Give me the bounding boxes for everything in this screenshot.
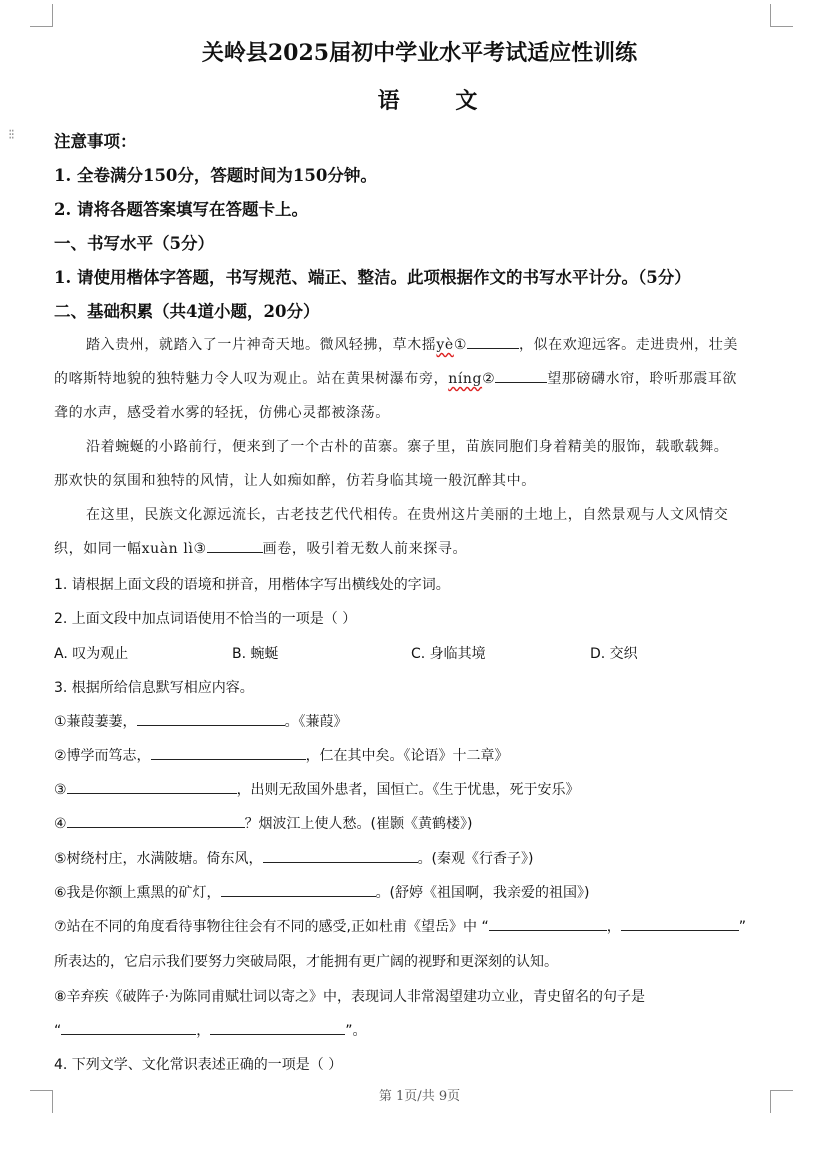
notice-item-2: 2. 请将各题答案填写在答题卡上。 [54,200,308,219]
recite-item-7-cont: 所表达的，它启示我们要努力突破局限，才能拥有更广阔的视野和更深刻的认知。 [54,954,558,970]
question-3: 3. 根据所给信息默写相应内容。 [54,680,254,696]
answer-blank[interactable] [67,813,245,828]
section1-heading: 一、书写水平（5分） [54,234,214,253]
answer-blank[interactable] [221,882,376,897]
notice-heading: 注意事项： [54,132,137,151]
exam-subject: 语 文 [377,88,502,114]
passage-line: 踏入贵州，就踏入了一片神奇天地。微风轻拂，草木摇yè① ，似在欢迎远客。走进贵州，壮美 [86,334,738,354]
answer-blank[interactable] [61,1020,196,1035]
crop-mark-top-left [30,4,53,27]
option-d[interactable]: D. 交织 [590,646,638,662]
section1-item: 1. 请使用楷体字答题，书写规范、端正、整洁。此项根据作文的书写水平计分。（5分） [54,268,691,287]
passage-line: 在这里，民族文化源远流长，古老技艺代代相传。在贵州这片美丽的土地上，自然景观与人文风情交 [86,507,729,523]
question-1: 1. 请根据上面文段的语境和拼音，用楷体字写出横线处的字词。 [54,577,450,593]
drag-handle-icon[interactable]: ⁝⁝ [8,127,13,143]
passage-line: 那欢快的氛围和独特的风情，让人如痴如醉，仿若身临其境一般沉醉其中。 [54,473,536,489]
section2-heading: 二、基础积累（共4道小题，20分） [54,302,320,321]
recite-item-6: ⑥我是你额上熏黑的矿灯， 。(舒婷《祖国啊，我亲爱的祖国》) [54,882,590,902]
passage-line: 聋的水声，感受着水雾的轻抚，仿佛心灵都被涤荡。 [54,405,390,421]
passage-line: 的喀斯特地貌的独特魅力令人叹为观止。站在黄果树瀑布旁，níng② 望那磅礴水帘，聆听那震耳欲 [54,368,737,388]
answer-blank[interactable] [489,916,607,931]
answer-blank[interactable] [263,848,418,863]
question-4: 4. 下列文学、文化常识表述正确的一项是（ ） [54,1057,343,1073]
recite-item-5: ⑤树绕村庄，水满陂塘。倚东风， 。(秦观《行香子》) [54,848,534,868]
question-2: 2. 上面文段中加点词语使用不恰当的一项是（ ） [54,611,357,627]
recite-item-8: ⑧辛弃疾《破阵子·为陈同甫赋壮词以寄之》中，表现词人非常渴望建功立业，青史留名的句子是 [54,989,645,1005]
passage-line: 沿着蜿蜒的小路前行，便来到了一个古朴的苗寨。寨子里，苗族同胞们身着精美的服饰，载歌载舞。 [86,439,729,455]
answer-blank[interactable] [621,916,739,931]
exam-title: 关岭县2025届初中学业水平考试适应性训练 [201,40,638,66]
option-a[interactable]: A. 叹为观止 [54,646,129,662]
recite-item-4: ④ ？烟波江上使人愁。(崔颢《黄鹤楼》) [54,813,473,833]
blank-1[interactable] [467,334,519,349]
answer-blank[interactable] [67,779,237,794]
recite-item-3: ③ ，出则无敌国外患者，国恒亡。《生于忧患，死于安乐》 [54,779,580,799]
recite-item-7: ⑦站在不同的角度看待事物往往会有不同的感受,正如杜甫《望岳》中 “ ， ” [54,916,746,936]
recite-item-8-cont: “ ， ”。 [54,1020,367,1040]
recite-item-2: ②博学而笃志， ，仁在其中矣。《论语》十二章》 [54,745,509,765]
answer-blank[interactable] [210,1020,345,1035]
passage-line: 织，如同一幅xuàn lì③ 画卷，吸引着无数人前来探寻。 [54,538,467,558]
blank-2[interactable] [495,368,547,383]
notice-item-1: 1. 全卷满分150分，答题时间为150分钟。 [54,166,377,185]
recite-item-1: ①蒹葭萋萋， 。《蒹葭》 [54,711,348,731]
crop-mark-top-right [770,4,793,27]
option-c[interactable]: C. 身临其境 [411,646,486,662]
answer-blank[interactable] [151,745,306,760]
answer-blank[interactable] [137,711,285,726]
page-number: 第 1页/共 9页 [378,1089,461,1104]
blank-3[interactable] [207,538,263,553]
option-b[interactable]: B. 蜿蜒 [232,646,279,662]
